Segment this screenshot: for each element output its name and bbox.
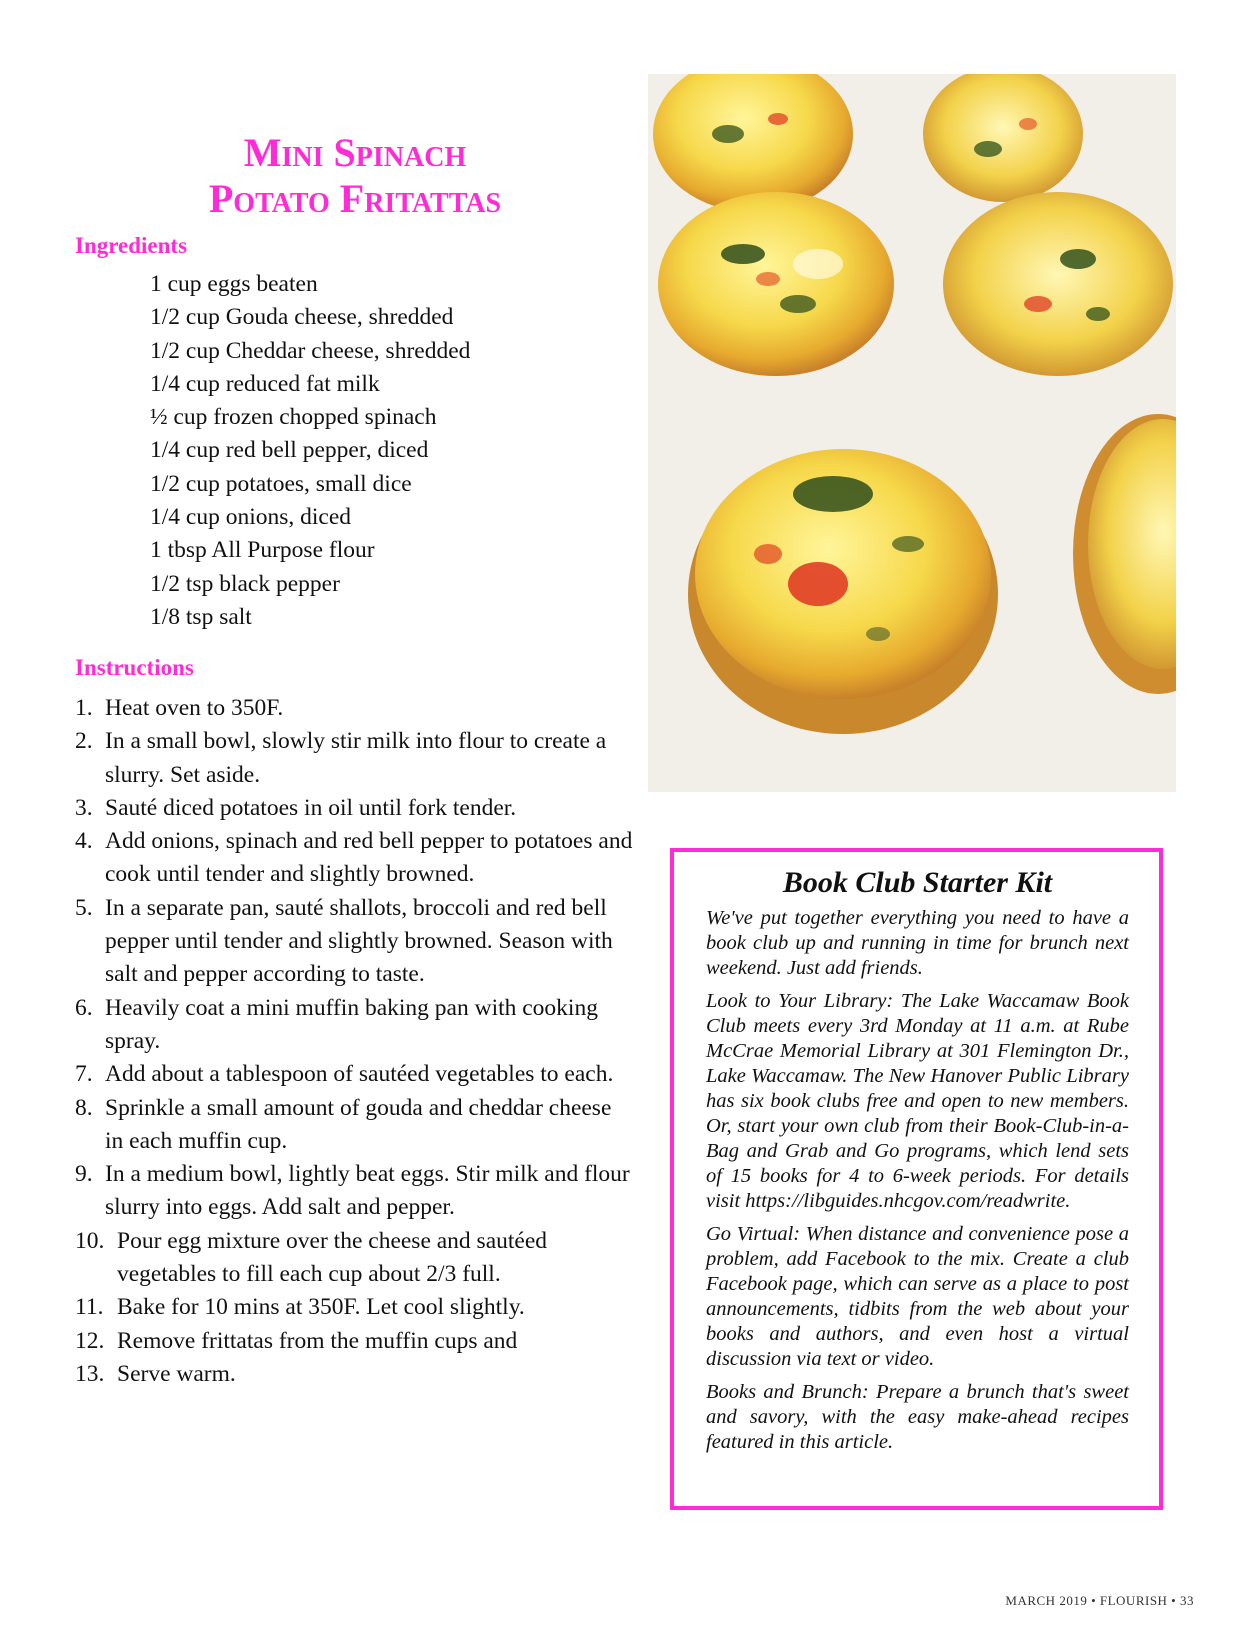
muffin-middle-right xyxy=(943,192,1173,376)
step-text: In a separate pan, sauté shallots, broccoli and red bell pepper until tender and slightly browned. Season with salt and pepper according to taste. xyxy=(105,894,613,988)
instruction-step xyxy=(75,1358,635,1391)
step-number: 13. xyxy=(75,1360,105,1387)
sidebar-paragraph-intro: We've put together everything you need to have a book club up and running in time for brunch next weekend. Just add friends. xyxy=(706,907,1129,979)
step-number: 7. xyxy=(75,1061,93,1088)
instruction-step xyxy=(75,692,635,725)
step-text: Bake for 10 mins at 350F. Let cool slightly. xyxy=(117,1294,525,1321)
ingredients-list xyxy=(150,268,470,634)
frittata-illustration xyxy=(648,74,1176,792)
sidebar-paragraph-virtual: Go Virtual: When distance and convenience pose a problem, add Facebook to the mix. Create a club Facebook page, which can serve as a place to post announcements, tidbits from the web about your books and authors, and even host a virtual discussion via text or video. xyxy=(706,1223,1129,1370)
ingredients-heading: Ingredients xyxy=(75,233,188,258)
recipe-title-line-1: Mini Spinach xyxy=(243,130,467,175)
muffin-front xyxy=(688,449,998,734)
instruction-step xyxy=(75,992,635,1059)
step-text: Serve warm. xyxy=(117,1360,236,1387)
instruction-step xyxy=(75,1291,635,1324)
sidebar-paragraph-brunch: Books and Brunch: Prepare a brunch that's sweet and savory, with the easy make-ahead recipes featured in this article. xyxy=(706,1381,1129,1453)
step-text: Pour egg mixture over the cheese and sautéed vegetables to fill each cup about 2/3 full. xyxy=(117,1227,548,1288)
instruction-step xyxy=(75,1058,635,1091)
step-number: 5. xyxy=(75,894,93,921)
ingredient-item: 1/2 cup potatoes, small dice xyxy=(150,470,412,497)
step-text: Add onions, spinach and red bell pepper to potatoes and cook until tender and slightly browned. xyxy=(105,828,633,888)
step-number: 4. xyxy=(75,828,93,855)
page-footer: MARCH 2019 • FLOURISH • 33 xyxy=(1005,1593,1194,1608)
step-number: 12. xyxy=(75,1327,105,1354)
ingredient-item: 1/4 cup reduced fat milk xyxy=(150,370,380,397)
instruction-step xyxy=(75,1325,635,1358)
step-number: 6. xyxy=(75,994,93,1021)
instruction-step xyxy=(75,792,635,825)
step-text: Heavily coat a mini muffin baking pan with cooking spray. xyxy=(105,994,598,1054)
instruction-step xyxy=(75,892,635,992)
instruction-step xyxy=(75,1225,635,1292)
ingredient-item: 1 tbsp All Purpose flour xyxy=(150,537,375,564)
ingredient-item: 1/4 cup red bell pepper, diced xyxy=(150,437,429,464)
muffin-middle-left xyxy=(658,192,894,376)
ingredient-item: 1/2 tsp black pepper xyxy=(150,570,340,597)
step-text: Heat oven to 350F. xyxy=(105,695,284,721)
sidebar-paragraph-library: Look to Your Library: The Lake Waccamaw Book Club meets every 3rd Monday at 11 a.m. at Rube McCrae Memorial Library at 301 Flemington Dr., Lake Waccamaw. The New Hanover Public Library has six book clubs free and open to new members. Or, start your own club from their Book-Club-in-a-Bag and Grab and Go programs, which lend sets of 15 books for 4 to 6-week periods. For details visit https://libguides.nhcgov.com/readwrite. xyxy=(706,990,1129,1212)
instructions-list xyxy=(75,692,635,1391)
ingredient-item: 1/2 cup Cheddar cheese, shredded xyxy=(150,337,471,364)
step-text: Sprinkle a small amount of gouda and cheddar cheese in each muffin cup. xyxy=(105,1094,612,1154)
instruction-step xyxy=(75,725,635,792)
ingredient-item: 1 cup eggs beaten xyxy=(150,271,318,297)
instruction-step xyxy=(75,1092,635,1159)
recipe-title xyxy=(120,130,590,222)
step-number: 9. xyxy=(75,1161,93,1188)
step-number: 3. xyxy=(75,794,93,821)
step-number: 8. xyxy=(75,1094,93,1121)
instruction-step xyxy=(75,825,635,892)
step-number: 1. xyxy=(75,695,93,721)
book-club-sidebar xyxy=(670,848,1163,1510)
ingredient-item: ½ cup frozen chopped spinach xyxy=(150,404,437,431)
ingredient-item: 1/8 tsp salt xyxy=(150,603,252,630)
recipe-title-line-2: Potato Fritattas xyxy=(208,176,502,221)
instruction-step xyxy=(75,1158,635,1225)
step-text: In a small bowl, slowly stir milk into flour to create a slurry. Set aside. xyxy=(105,728,607,788)
instructions-heading: Instructions xyxy=(75,655,194,680)
frittata-photo xyxy=(648,74,1176,792)
sidebar-title: Book Club Starter Kit xyxy=(782,866,1053,899)
step-number: 10. xyxy=(75,1227,105,1254)
step-text: Add about a tablespoon of sautéed vegetables to each. xyxy=(105,1061,614,1088)
step-number: 11. xyxy=(75,1294,104,1321)
step-number: 2. xyxy=(75,728,93,755)
ingredient-item: 1/2 cup Gouda cheese, shredded xyxy=(150,304,454,331)
ingredient-item: 1/4 cup onions, diced xyxy=(150,504,352,531)
step-text: Remove frittatas from the muffin cups and xyxy=(117,1327,518,1354)
step-text: Sauté diced potatoes in oil until fork tender. xyxy=(105,794,517,821)
step-text: In a medium bowl, lightly beat eggs. Stir milk and flour slurry into eggs. Add salt and pepper. xyxy=(105,1161,630,1221)
